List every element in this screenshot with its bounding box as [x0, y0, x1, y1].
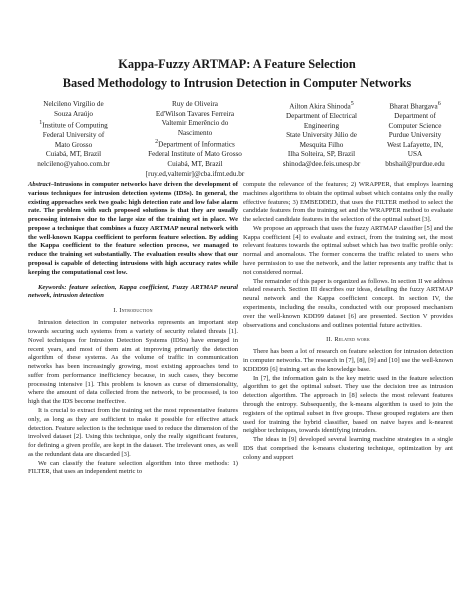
- author-1: [26, 100, 121, 170]
- body-paragraph: compute the relevance of the features; 2) WRAPPER, that employs learning machines algorithms to obtain the optimal subset which contains only the really effective features; 3) EMBEDDED, that uses the FILTER method to select the candidate features from the training set and the WRAPPER method to evaluate the selected candidate features in the selection of the optimal subset [3].: [243, 181, 453, 224]
- author-1-line: Federal University of: [42, 131, 105, 140]
- paper-title-line-1: Kappa-Fuzzy ARTMAP: A Feature Selection: [118, 57, 356, 71]
- author-2-name: Ruy de Oliveira: [172, 100, 218, 108]
- author-2-line: Nascimento: [177, 128, 213, 137]
- author-4-line: USA: [407, 150, 423, 159]
- body-paragraph: The remainder of this paper is organized as follows. In section II we address related research. Section III describes our ideas, detailing the fuzzy ARTMAP neural network and the Kappa coefficient concept. In section IV, the experiments, including the results, conducted with our proposed mechanism over the well-known KDD99 dataset [6] are presented. Section V provides observations and conclusions and outlines potential future activities.: [243, 277, 453, 329]
- author-1-line: [26, 119, 121, 131]
- author-4-sup: 6: [437, 101, 441, 107]
- author-1-line: Cuiabá, MT, Brazil: [45, 150, 102, 159]
- paper-title-line-2: Based Methodology to Intrusion Detection in Computer Networks: [62, 76, 412, 90]
- author-3-sup: 5: [350, 101, 354, 107]
- author-2-line: Ed'Wilson Tavares Ferreira: [155, 109, 235, 118]
- author-3-line: Ilha Solteira, SP, Brazil: [287, 150, 356, 159]
- author-1-sup: 1: [39, 120, 43, 127]
- author-2-affiliation: Department of Informatics: [158, 140, 235, 149]
- author-4-line: Department of: [394, 111, 436, 120]
- author-2-email: [ruy.ed,valtemir]@cba.ifmt.edu.br: [145, 169, 245, 178]
- author-1-email: nelcileno@yahoo.com.br: [37, 159, 110, 168]
- author-1-line: Souza Araújo: [54, 109, 93, 118]
- intro-paragraph: Intrusion detection in computer networks represents an important step towards securing such systems from a variety of security related threats [1]. Novel techniques for Intrusion Detection Systems (IDSs) have emerged in recent years, and most of them aim at improving primarily the detection algorithm of these systems. As the volume of traffic in communication networks has been increasingly growing, most existing approaches tend to suffer from performance inefficiency because, in such cases, they become processing intensive [1]. This problem is known as curse of dimensionality, where the amount of data collected from the network, to be processed, is too high that the IDS become ineffective.: [28, 319, 238, 406]
- author-1-line: Mato Grosso: [54, 140, 93, 149]
- left-column: [28, 181, 238, 477]
- author-2-line: Cuiabá, MT, Brazil: [167, 159, 223, 168]
- author-2: [121, 100, 269, 179]
- author-2-line: Federal Institute of Mato Grosso: [148, 150, 242, 159]
- related-paragraph: The ideas in [9] developed several learning machine strategies in a single IDS that comprised the k-means clustering technique, optimization by ant colony and support: [243, 436, 453, 461]
- body-paragraph: We propose an approach that uses the fuzzy ARTMAP classifier [5] and the Kappa coefficient [4] to evaluate and extract, from the training set, the most relevant features towards the optimal subset which has two traffic profile only: normal and anomalous. The former concerns the traffic related to users who have permission to use the network, and the latter represents any traffic that is not considered normal.: [243, 224, 453, 276]
- author-4-name: Bharat Bhargava: [389, 102, 438, 111]
- author-2-line: Valtemir Emerêncio do: [161, 119, 229, 128]
- author-4-email: bbshail@purdue.edu: [385, 159, 445, 168]
- author-4-line: Computer Science: [388, 121, 442, 130]
- right-column: [243, 181, 453, 462]
- author-3-line: Mesquita Filho: [299, 140, 344, 149]
- intro-paragraph: It is crucial to extract from the training set the most representative features only, as long as they are sufficient to make it possible for effective attack detection. Feature selection is the technique used to reduce the dimension of the involved dataset [2]. Using this technique, only the really significant features, for defining a given profile, are kept in the dataset. The irrelevant ones, as well as the redundant data are discarded [3].: [28, 406, 238, 458]
- abstract-label: Abstract: [28, 181, 51, 188]
- author-3-line: State University Júlio de: [286, 131, 357, 140]
- author-3-name: Ailton Akira Shinoda: [289, 102, 351, 111]
- abstract: [28, 181, 238, 278]
- author-2-line: [121, 138, 269, 150]
- author-block: [26, 100, 456, 180]
- author-3-line: Department of Electrical: [285, 111, 358, 120]
- intro-paragraph: We can classify the feature selection algorithm into three methods: 1) FILTER, that uses an independent metric to: [28, 459, 238, 476]
- author-3-email: shinoda@dee.feis.unesp.br: [282, 159, 361, 168]
- author-4-line: West Lafayette, IN,: [386, 140, 444, 149]
- author-1-affiliation: Institute of Computing: [42, 121, 108, 130]
- section-heading-related-work: II. Related work: [326, 336, 370, 344]
- abstract-text: –Intrusions in computer networks have driven the development of various techniques for intrusion detection systems (IDSs). In general, the existing approaches seek two goals: high detection rate and low false alarm rate. The problem with such proposed solutions is that they are usually processing intensive due to the large size of the training set in place. We propose a technique that combines a fuzzy ARTMAP neural network with the well-known Kappa coefficient to perform feature selection. By adding the Kappa coefficient to the feature selection process, we managed to reduce the training set substantially. The evaluation results show that our proposal is capable of detecting intrusions with high accuracy rates while keeping the computational cost low.: [28, 181, 238, 276]
- author-1-name: Nelcileno Virgílio de: [43, 100, 104, 108]
- keywords: Keywords: feature selection, Kappa coefficient, Fuzzy ARTMAP neural network, intrusion detection: [28, 283, 238, 300]
- section-heading-introduction: I. Introduction: [113, 307, 153, 315]
- author-4: [374, 100, 456, 170]
- author-4-line: Purdue University: [388, 131, 442, 140]
- author-3-line: Engineering: [303, 121, 340, 130]
- author-3: [269, 100, 374, 170]
- related-paragraph: In [7], the information gain is the key metric used in the feature selection algorithm to get the optimal subset. They use the decision tree as intrusion detection algorithm. The approach in [8] selects the most relevant features through the entropy. Subsequently, the k-means algorithm is used to join the registers of the optimal subset in five groups. These grouped registers are then used for training the hybrid classifier, based on naive bayes and k-nearest neighbor techniques, towards identifying intruders.: [243, 374, 453, 435]
- related-paragraph: There has been a lot of research on feature selection for intrusion detection in computer networks. The research in [7], [8], [9] and [10] use the well-known KDDD99 [6] training set as the knowledge base.: [243, 348, 453, 373]
- author-2-sup: 2: [155, 139, 159, 146]
